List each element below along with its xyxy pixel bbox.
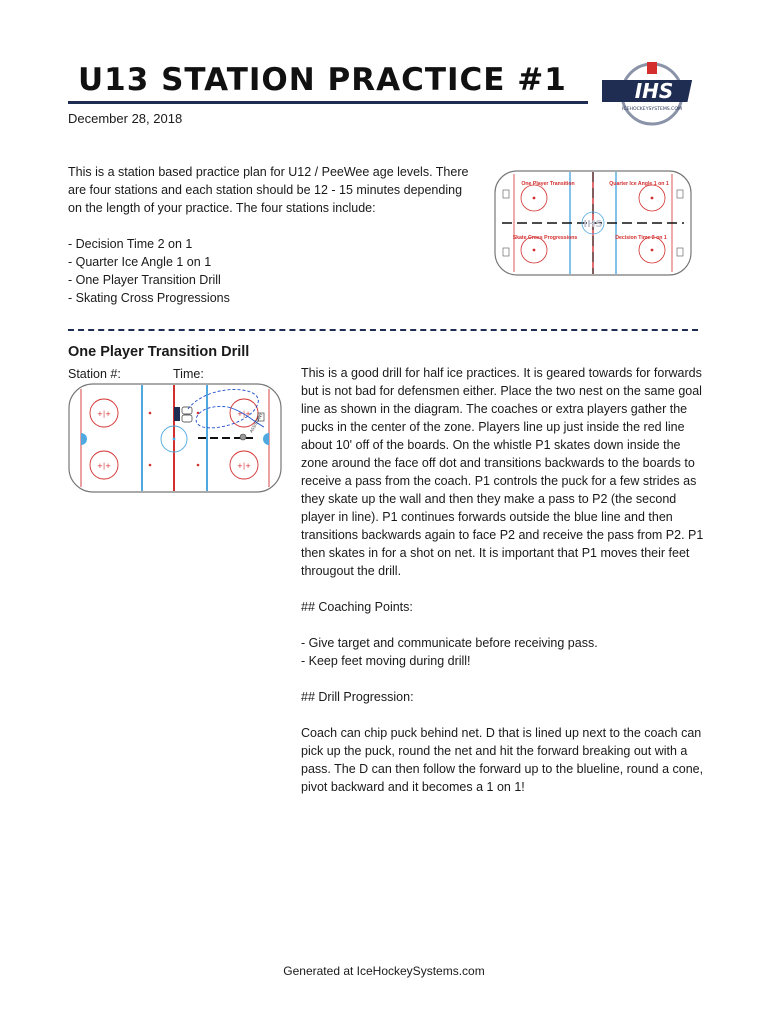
svg-text:+|+: +|+ (96, 462, 112, 470)
overview-label-bottom-left: Skate Cross Progressions (512, 235, 578, 241)
title-underline (68, 101, 588, 104)
overview-label-top-left: One Player Transition (521, 181, 575, 187)
coaching-points-list (301, 634, 711, 670)
ihs-logo (602, 57, 702, 131)
station-list-item: - Quarter Ice Angle 1 on 1 (68, 255, 212, 269)
overview-label-bottom-right: Decision Time 2 on 1 (615, 235, 667, 241)
progression-paragraph: Coach can chip puck behind net. D that is lined up next to the coach can pick up the puck, round the net and hit the forward breaking out with a pass. The D can then follow the forward up to the blueline, round a cone, pivot backward and it becomes a 1 on 1! (301, 726, 704, 794)
station-number-label: Station #: (68, 367, 121, 381)
section-divider (68, 329, 698, 331)
station-overview-diagram (494, 170, 692, 276)
svg-text:+|+: +|+ (96, 410, 112, 418)
svg-text:ASSISTANT: ASSISTANT (248, 412, 264, 434)
intro-section (68, 163, 478, 307)
overview-label-top-right: Quarter Ice Angle 1 on 1 (609, 181, 669, 187)
drill-description-paragraph: This is a good drill for half ice practices. It is geared towards for forwards but is not bad for defensmen either. Place the two nest on the same goal line as shown in the diagram. The coaches or extra players gather the pucks in the center of the zone. Players line up just inside the red line about 10' off of the boards. On the whistle P1 skates down inside the zone around the face off dot and transitions backwards to the boards to receive a pass from the coach. P1 controls the puck for a few strides as they skate up the wall and then they make a pass to P2 (the second player in line). P1 continues forwards outside the blue line and then transitions backwards again to face P2 and receive the pass from P2. P1 then skates in for a shot on net. It is important that P1 moves their feet througout the drill. (301, 366, 704, 578)
svg-text:+|+: +|+ (236, 410, 252, 418)
coaching-points-heading: ## Coaching Points: (301, 600, 413, 614)
station-list (68, 235, 478, 307)
logo-url-text: ICEHOCKEYSYSTEMS.COM (622, 107, 682, 112)
svg-text:IHS: IHS (583, 219, 603, 230)
svg-text:+|+: +|+ (236, 462, 252, 470)
time-label: Time: (173, 367, 204, 381)
station-list-item: - Decision Time 2 on 1 (68, 237, 193, 251)
coaching-point-item: - Give target and communicate before receiving pass. (301, 636, 598, 650)
intro-paragraph: This is a station based practice plan for U12 / PeeWee age levels. There are four stations and each station should be 12 - 15 minutes depending on the length of your practice. The four stations include: (68, 165, 469, 215)
drill-title: One Player Transition Drill (68, 344, 250, 360)
logo-text: IHS (634, 79, 674, 103)
footer-text: Generated at IceHockeySystems.com (283, 964, 485, 978)
station-list-item: - Skating Cross Progressions (68, 291, 230, 305)
station-list-item: - One Player Transition Drill (68, 273, 221, 287)
coaching-point-item: - Keep feet moving during drill! (301, 654, 471, 668)
drill-rink-diagram (68, 383, 282, 493)
progression-heading: ## Drill Progression: (301, 690, 414, 704)
drill-description (301, 364, 711, 814)
practice-date: December 28, 2018 (68, 111, 183, 126)
page-title: U13 STATION PRACTICE #1 (78, 62, 567, 98)
